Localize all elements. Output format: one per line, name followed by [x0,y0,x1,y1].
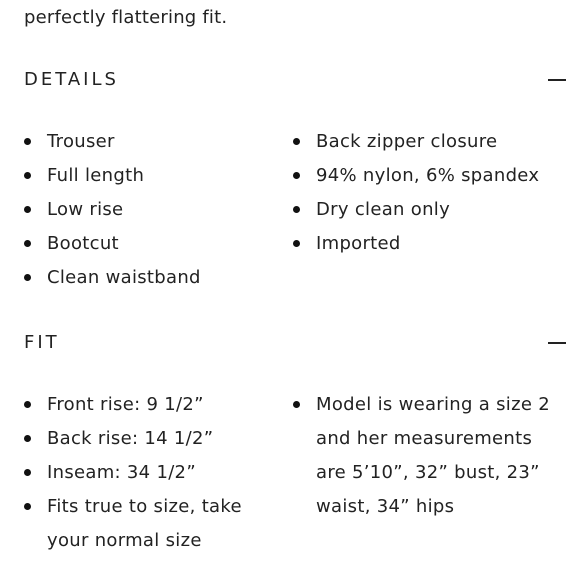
details-section-header[interactable] [24,65,556,95]
bullet-icon [293,206,300,213]
bullet-icon [24,435,31,442]
list-item: Back rise: 14 1/2” [24,422,274,456]
details-collapse-icon[interactable] [548,79,566,81]
bullet-icon [24,469,31,476]
fit-list-left [24,388,274,558]
bullet-icon [24,274,31,281]
bullet-icon [24,172,31,179]
bullet-icon [24,138,31,145]
fit-section-header[interactable] [24,328,556,358]
list-item: Fits true to size, take your normal size [24,490,274,558]
list-item: Low rise [24,193,264,227]
list-item: Dry clean only [293,193,563,227]
bullet-icon [293,240,300,247]
bullet-icon [24,401,31,408]
details-list-right [293,125,563,261]
bullet-icon [293,401,300,408]
fit-list-right [293,388,561,524]
list-item: Full length [24,159,264,193]
bullet-icon [293,172,300,179]
list-item: 94% nylon, 6% spandex [293,159,563,193]
list-item: Clean waistband [24,261,264,295]
description-text: perfectly flattering fit. [24,7,228,28]
bullet-icon [293,138,300,145]
list-item: Inseam: 34 1/2” [24,456,274,490]
details-list-left [24,125,264,295]
list-item: Trouser [24,125,264,159]
list-item: Model is wearing a size 2 and her measurements are 5’10”, 32” bust, 23” waist, 34” hips [293,388,561,524]
fit-collapse-icon[interactable] [548,342,566,344]
list-item: Imported [293,227,563,261]
bullet-icon [24,503,31,510]
list-item: Back zipper closure [293,125,563,159]
fit-section-title: FIT [24,332,60,353]
list-item: Bootcut [24,227,264,261]
bullet-icon [24,206,31,213]
list-item: Front rise: 9 1/2” [24,388,274,422]
details-section-title: DETAILS [24,69,119,90]
bullet-icon [24,240,31,247]
